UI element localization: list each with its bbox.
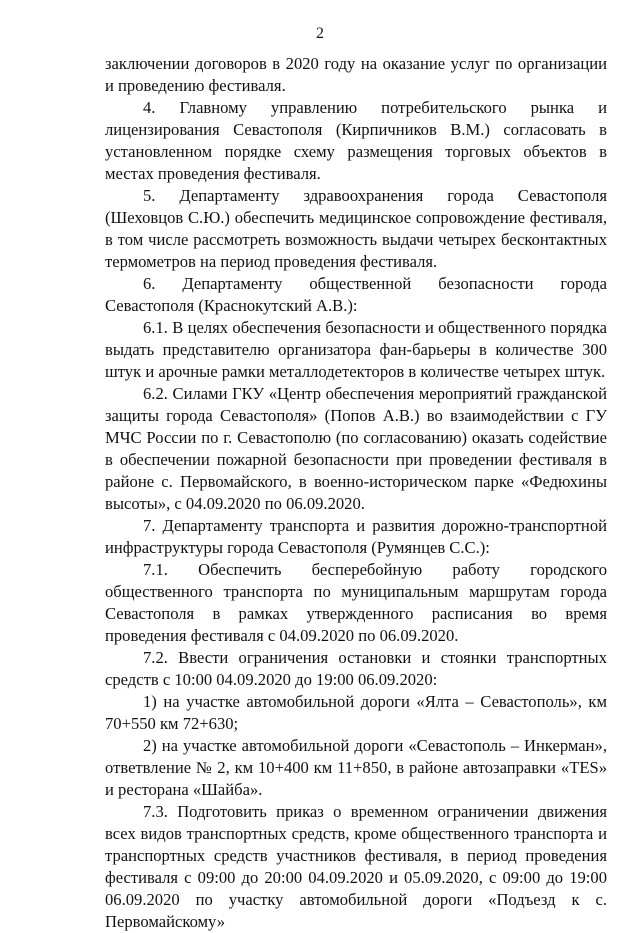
paragraph-subitem-1: 1) на участке автомобильной дороги «Ялта – Севастополь», км 70+550 км 72+630; (105, 692, 607, 733)
document-body (105, 53, 607, 933)
paragraph-item-7: 7. Департаменту транспорта и развития дорожно-транспортной инфраструктуры города Севастополя (Румянцев С.С.): (105, 516, 607, 557)
paragraph-item-6: 6. Департаменту общественной безопасности города Севастополя (Краснокутский А.В.): (105, 274, 607, 315)
paragraph-item-6-2: 6.2. Силами ГКУ «Центр обеспечения мероприятий гражданской защиты города Севастополя» (Попов А.В.) во взаимодействии с ГУ МЧС России по г. Севастополю (по согласованию) оказать содействие в обеспечении пожарной безопасности при проведении фестиваля в районе с. Первомайского, в военно-историческом парке «Федюхины высоты», с 04.09.2020 по 06.09.2020. (105, 384, 607, 513)
paragraph-item-7-2: 7.2. Ввести ограничения остановки и стоянки транспортных средств с 10:00 04.09.2020 до 19:00 06.09.2020: (105, 648, 607, 689)
paragraph-subitem-2: 2) на участке автомобильной дороги «Севастополь – Инкерман», ответвление № 2, км 10+400 км 11+850, в районе автозаправки «TES» и ресторана «Шайба». (105, 736, 607, 799)
page-number: 2 (316, 25, 324, 42)
paragraph-item-4: 4. Главному управлению потребительского рынка и лицензирования Севастополя (Кирпичников В.М.) согласовать в установленном порядке схему размещения торговых объектов в местах проведения фестиваля. (105, 98, 607, 183)
paragraph-item-6-1: 6.1. В целях обеспечения безопасности и общественного порядка выдать представителю организатора фан-барьеры в количестве 300 штук и арочные рамки металлодетекторов в количестве четырех штук. (105, 318, 607, 381)
paragraph-continuation: заключении договоров в 2020 году на оказание услуг по организации и проведению фестиваля. (105, 54, 607, 95)
paragraph-item-7-1: 7.1. Обеспечить бесперебойную работу городского общественного транспорта по муниципальным маршрутам города Севастополя в рамках утвержденного расписания во время проведения фестиваля с 04.09.2020 по 06.09.2020. (105, 560, 607, 645)
paragraph-item-5: 5. Департаменту здравоохранения города Севастополя (Шеховцов С.Ю.) обеспечить медицинское сопровождение фестиваля, в том числе рассмотреть возможность выдачи четырех бесконтактных термометров на период проведения фестиваля. (105, 186, 607, 271)
paragraph-item-7-3: 7.3. Подготовить приказ о временном ограничении движения всех видов транспортных средств, кроме общественного транспорта и транспортных средств участников фестиваля, в период проведения фестиваля с 09:00 до 20:00 04.09.2020 и 05.09.2020, с 09:00 до 19:00 06.09.2020 по участку автомобильной дороги «Подъезд к с. Первомайскому» (105, 802, 607, 931)
